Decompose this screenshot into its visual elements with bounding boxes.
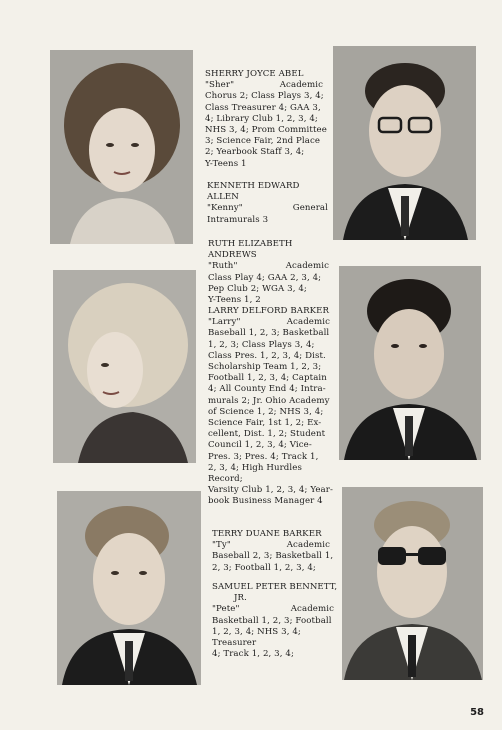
portrait-boy-glasses-icon (333, 46, 476, 240)
activity-line: 4; Library Club 1, 2, 3, 4; (205, 113, 318, 124)
activity-line: Y-Teens 1, 2 (208, 295, 261, 306)
activity-line: 2, 3; Football 1, 2, 3, 4; (212, 562, 316, 573)
page-number: 58 (470, 707, 484, 718)
portrait-boy-glasses-icon (342, 487, 483, 680)
portrait-photo-kenneth-allen (333, 46, 476, 240)
activity-line: Scholarship Team 1, 2, 3; (208, 362, 322, 373)
activity-line: 1, 2, 3, 4; NHS 3, 4; Treasurer (212, 626, 301, 649)
activity-line: 4; All County End 4; Intra- (208, 384, 326, 395)
nickname-course-row (212, 604, 338, 615)
activity-line: Varsity Club 1, 2, 3, 4; Year- (208, 485, 333, 496)
student-name: SAMUEL PETER BENNETT, (212, 582, 338, 592)
student-nickname: "Sher" (205, 80, 235, 91)
nickname-course-row (205, 80, 327, 91)
student-name: RUTH ELIZABETH ANDREWS (208, 239, 293, 261)
activity-line: NHS 3, 4; Prom Committee (205, 125, 327, 136)
portrait-girl-icon (53, 270, 196, 463)
bio-samuel-bennett (212, 582, 338, 660)
student-course: Academic (290, 604, 334, 615)
student-name: SHERRY JOYCE ABEL (205, 69, 304, 79)
student-nickname: "Larry" (208, 317, 241, 328)
portrait-photo-samuel-bennett (342, 487, 483, 680)
bio-terry-barker (212, 529, 334, 574)
student-name: LARRY DELFORD BARKER (208, 306, 330, 316)
student-name-suffix: JR. (234, 593, 247, 604)
student-course: Academic (286, 540, 330, 551)
activity-line: 1, 2, 3; Class Plays 3, 4; (208, 339, 315, 350)
activity-line: Chorus 2; Class Plays 3, 4; (205, 91, 324, 102)
student-nickname: "Ty" (212, 540, 231, 551)
activity-line: Baseball 2, 3; Basketball 1, (212, 551, 334, 562)
student-course: Academic (285, 261, 329, 272)
portrait-photo-sherry-abel (50, 50, 193, 244)
student-nickname: "Pete" (212, 604, 240, 615)
activity-line: Class Treasurer 4; GAA 3, (205, 102, 321, 113)
activity-line: Basketball 1, 2, 3; Football (212, 615, 332, 626)
activity-line: Y-Teens 1 (205, 158, 247, 169)
portrait-photo-larry-barker (339, 266, 481, 460)
activity-line: Science Fair, 1st 1, 2; Ex- (208, 418, 322, 429)
activity-line: Intramurals 3 (207, 214, 269, 225)
activity-line: of Science 1, 2; NHS 3, 4; (208, 406, 324, 417)
bio-ruth-andrews (208, 239, 333, 306)
activity-line: 2, 3, 4; High Hurdles Record; (208, 462, 302, 485)
student-course: Academic (286, 317, 330, 328)
student-course: General (292, 203, 328, 214)
portrait-girl-icon (50, 50, 193, 244)
activity-line: murals 2; Jr. Ohio Academy (208, 395, 330, 406)
nickname-course-row (207, 203, 332, 214)
activity-line: Football 1, 2, 3, 4; Captain (208, 373, 327, 384)
student-name: TERRY DUANE BARKER (212, 529, 322, 539)
student-nickname: "Kenny" (207, 203, 243, 214)
bio-sherry-abel (205, 69, 327, 170)
student-name: KENNETH EDWARD ALLEN (207, 181, 300, 203)
activity-line: 2; Yearbook Staff 3, 4; (205, 147, 305, 158)
nickname-course-row (208, 317, 334, 328)
nickname-course-row (208, 261, 333, 272)
nickname-course-row (212, 540, 334, 551)
activity-line: Baseball 1, 2, 3; Basketball (208, 328, 330, 339)
portrait-boy-icon (339, 266, 481, 460)
activity-line: 4; Track 1, 2, 3, 4; (212, 649, 294, 660)
bio-larry-barker (208, 306, 334, 508)
activity-line: Pep Club 2; WGA 3, 4; (208, 283, 307, 294)
activity-line: cellent, Dist. 1, 2; Student (208, 429, 326, 440)
student-nickname: "Ruth" (208, 261, 238, 272)
portrait-photo-terry-barker (57, 491, 201, 685)
activity-line: book Business Manager 4 (208, 496, 323, 507)
bio-kenneth-allen (207, 181, 332, 226)
activity-line: 3; Science Fair, 2nd Place (205, 136, 321, 147)
activity-line: Class Play 4; GAA 2, 3, 4; (208, 272, 322, 283)
portrait-photo-ruth-andrews (53, 270, 196, 463)
activity-line: Pres. 3; Pres. 4; Track 1, (208, 451, 319, 462)
student-course: Academic (279, 80, 323, 91)
portrait-boy-icon (57, 491, 201, 685)
activity-line: Council 1, 2, 3, 4; Vice- (208, 440, 312, 451)
activity-line: Class Pres. 1, 2, 3, 4; Dist. (208, 350, 326, 361)
